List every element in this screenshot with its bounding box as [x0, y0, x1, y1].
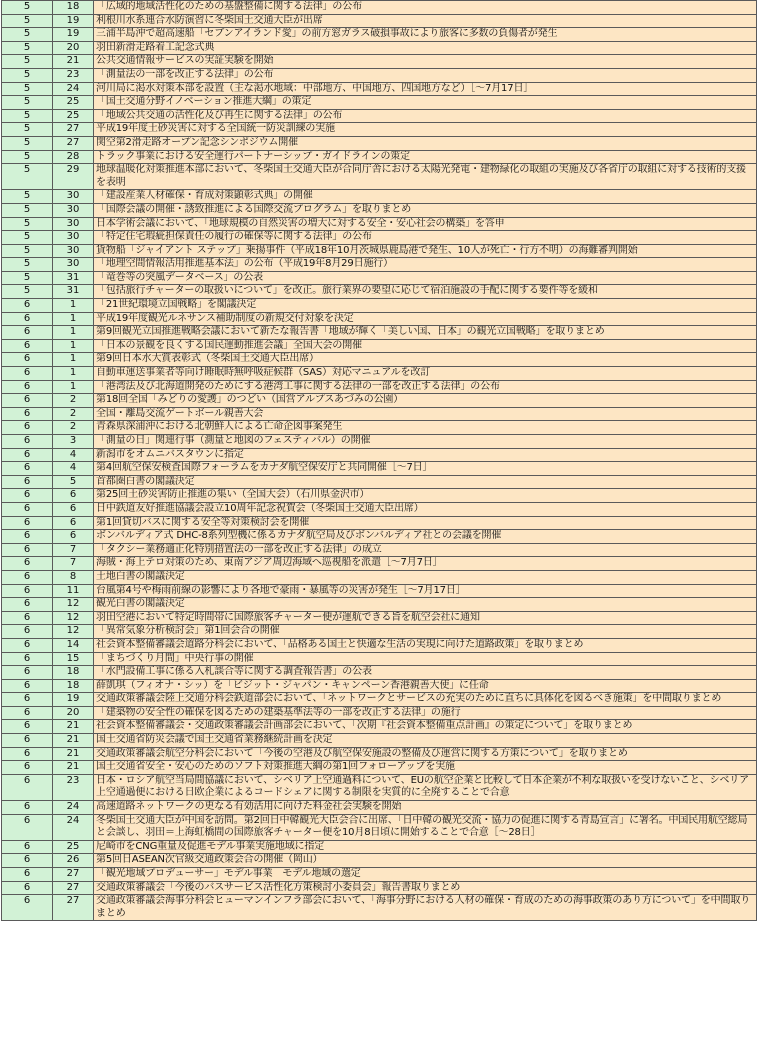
- event-cell: 「測量の日」関連行事（測量と地図のフェスティバル）の開催: [94, 435, 757, 449]
- month-cell: 6: [2, 584, 53, 598]
- table-row: [2, 584, 757, 598]
- table-row: [2, 231, 757, 245]
- day-cell: 1: [53, 380, 94, 394]
- day-cell: 4: [53, 448, 94, 462]
- day-cell: 30: [53, 190, 94, 204]
- event-cell: 交通政策審議会陸上交通分科会鉄道部会において、「ネットワークとサービスの充実のために直ちに具体化を図るべき施策」を中間取りまとめ: [94, 693, 757, 707]
- month-cell: 6: [2, 868, 53, 882]
- month-cell: 6: [2, 353, 53, 367]
- month-cell: 5: [2, 258, 53, 272]
- event-cell: 自動車運送事業者等向け睡眠時無呼吸症候群（SAS）対応マニュアルを改訂: [94, 367, 757, 381]
- event-cell: 「地理空間情報活用推進基本法」の公布（平成19年8月29日施行）: [94, 258, 757, 272]
- event-cell: 社会資本整備審議会・交通政策審議会計画部会において、「次期『社会資本整備重点計画』の策定について」を取りまとめ: [94, 720, 757, 734]
- event-cell: 日本・ロシア航空当局間協議において、シベリア上空通過料について、EUの航空企業と比較して日本企業が不利な取扱いを受けないこと、シベリア上空通過便における日欧企業によるコードシェアに関する制限を実質的に全廃することで合意: [94, 774, 757, 800]
- table-row: [2, 854, 757, 868]
- month-cell: 6: [2, 761, 53, 775]
- month-cell: 6: [2, 598, 53, 612]
- event-cell: 国土交通省防災会議で国土交通省業務継続計画を決定: [94, 734, 757, 748]
- day-cell: 21: [53, 747, 94, 761]
- event-cell: 平成19年度観光ルネサンス補助制度の新規交付対象を決定: [94, 312, 757, 326]
- month-cell: 6: [2, 339, 53, 353]
- table-row: [2, 530, 757, 544]
- month-cell: 5: [2, 231, 53, 245]
- table-row: [2, 271, 757, 285]
- table-row: [2, 598, 757, 612]
- table-row: [2, 326, 757, 340]
- table-row: [2, 367, 757, 381]
- month-cell: 5: [2, 150, 53, 164]
- month-cell: 6: [2, 706, 53, 720]
- day-cell: 21: [53, 55, 94, 69]
- table-row: [2, 435, 757, 449]
- day-cell: 29: [53, 164, 94, 190]
- month-cell: 6: [2, 774, 53, 800]
- table-row: [2, 557, 757, 571]
- table-row: [2, 462, 757, 476]
- event-cell: 「タクシー業務適正化特別措置法の一部を改正する法律」の成立: [94, 543, 757, 557]
- event-cell: 「港湾法及び北海道開発のためにする港湾工事に関する法律の一部を改正する法律」の公布: [94, 380, 757, 394]
- table-row: [2, 638, 757, 652]
- month-cell: 6: [2, 312, 53, 326]
- event-cell: 「地域公共交通の活性化及び再生に関する法律」の公布: [94, 109, 757, 123]
- event-cell: 「建築物の安全性の確保を図るための建築基準法等の一部を改正する法律」の施行: [94, 706, 757, 720]
- month-cell: 6: [2, 475, 53, 489]
- month-cell: 6: [2, 435, 53, 449]
- table-row: [2, 516, 757, 530]
- month-cell: 6: [2, 557, 53, 571]
- table-row: [2, 706, 757, 720]
- event-cell: 国土交通省安全・安心のためのソフト対策推進大綱の第1回フォローアップを実施: [94, 761, 757, 775]
- month-cell: 6: [2, 407, 53, 421]
- month-cell: 5: [2, 164, 53, 190]
- day-cell: 24: [53, 814, 94, 840]
- month-cell: 5: [2, 244, 53, 258]
- day-cell: 2: [53, 394, 94, 408]
- day-cell: 18: [53, 666, 94, 680]
- event-cell: 第18回全国「みどりの愛護」のつどい（国営アルプスあづみの公園）: [94, 394, 757, 408]
- table-row: [2, 693, 757, 707]
- table-row: [2, 150, 757, 164]
- day-cell: 11: [53, 584, 94, 598]
- table-row: [2, 840, 757, 854]
- event-cell: 「竜巻等の突風データベース」の公表: [94, 271, 757, 285]
- day-cell: 24: [53, 82, 94, 96]
- month-cell: 6: [2, 394, 53, 408]
- day-cell: 6: [53, 516, 94, 530]
- table-row: [2, 666, 757, 680]
- day-cell: 19: [53, 693, 94, 707]
- event-cell: 土地白書の閣議決定: [94, 570, 757, 584]
- month-cell: 6: [2, 502, 53, 516]
- month-cell: 6: [2, 693, 53, 707]
- month-cell: 6: [2, 516, 53, 530]
- table-row: [2, 502, 757, 516]
- event-cell: ボンバルディア式 DHC-8系列型機に係るカナダ航空局及びボンバルディア社との会議を開催: [94, 530, 757, 544]
- event-cell: 第9回日本水大賞表彰式（冬柴国土交通大臣出席）: [94, 353, 757, 367]
- event-cell: 薛凱琪（フィオナ・シッ）を「ビジット・ジャパン・キャンペーン香港親善大使」に任命: [94, 679, 757, 693]
- event-cell: 貨物船「ジャイアント ステップ」乗揚事件（平成18年10月茨城県鹿島港で発生、10人が死亡・行方不明）の海難審判開始: [94, 244, 757, 258]
- day-cell: 1: [53, 312, 94, 326]
- day-cell: 8: [53, 570, 94, 584]
- month-cell: 6: [2, 625, 53, 639]
- day-cell: 2: [53, 421, 94, 435]
- day-cell: 26: [53, 854, 94, 868]
- month-cell: 6: [2, 679, 53, 693]
- day-cell: 31: [53, 285, 94, 299]
- event-cell: 公共交通情報サービスの実証実験を開始: [94, 55, 757, 69]
- event-cell: 海賊・海上テロ対策のため、東南アジア周辺海域へ巡視船を派遣［～7月7日］: [94, 557, 757, 571]
- event-cell: 首都圏白書の閣議決定: [94, 475, 757, 489]
- table-row: [2, 475, 757, 489]
- month-cell: 6: [2, 421, 53, 435]
- day-cell: 30: [53, 244, 94, 258]
- event-cell: 河川局に渇水対策本部を設置（主な渇水地域：中部地方、中国地方、四国地方など）［～7月17日］: [94, 82, 757, 96]
- day-cell: 2: [53, 407, 94, 421]
- month-cell: 6: [2, 881, 53, 895]
- table-row: [2, 109, 757, 123]
- month-cell: 6: [2, 543, 53, 557]
- table-row: [2, 1, 757, 15]
- day-cell: 1: [53, 367, 94, 381]
- table-row: [2, 299, 757, 313]
- table-row: [2, 258, 757, 272]
- month-cell: 6: [2, 462, 53, 476]
- day-cell: 15: [53, 652, 94, 666]
- day-cell: 27: [53, 881, 94, 895]
- table-row: [2, 203, 757, 217]
- table-row: [2, 123, 757, 137]
- month-cell: 5: [2, 285, 53, 299]
- event-cell: 「21世紀環境立国戦略」を閣議決定: [94, 299, 757, 313]
- month-cell: 6: [2, 611, 53, 625]
- event-cell: 「観光地域プロデューサー」モデル事業 モデル地域の選定: [94, 868, 757, 882]
- day-cell: 1: [53, 326, 94, 340]
- month-cell: 6: [2, 840, 53, 854]
- month-cell: 6: [2, 814, 53, 840]
- month-cell: 6: [2, 489, 53, 503]
- table-row: [2, 380, 757, 394]
- month-cell: 6: [2, 638, 53, 652]
- day-cell: 25: [53, 109, 94, 123]
- day-cell: 20: [53, 41, 94, 55]
- table-row: [2, 895, 757, 921]
- day-cell: 25: [53, 840, 94, 854]
- day-cell: 30: [53, 258, 94, 272]
- day-cell: 23: [53, 774, 94, 800]
- table-row: [2, 217, 757, 231]
- day-cell: 6: [53, 489, 94, 503]
- table-row: [2, 164, 757, 190]
- event-cell: 第1回貸切バスに関する安全等対策検討会を開催: [94, 516, 757, 530]
- day-cell: 6: [53, 530, 94, 544]
- table-row: [2, 394, 757, 408]
- month-cell: 5: [2, 271, 53, 285]
- day-cell: 18: [53, 1, 94, 15]
- event-cell: 第4回航空保安検査国際フォーラムをカナダ航空保安庁と共同開催［～7日］: [94, 462, 757, 476]
- day-cell: 19: [53, 14, 94, 28]
- day-cell: 27: [53, 868, 94, 882]
- table-row: [2, 353, 757, 367]
- month-cell: 6: [2, 299, 53, 313]
- event-cell: 交通政策審議会「今後のバスサービス活性化方策検討小委員会」報告書取りまとめ: [94, 881, 757, 895]
- event-cell: 「包括旅行チャーターの取扱いについて」を改正。旅行業界の要望に応じて宿泊施設の手配に関する要件等を緩和: [94, 285, 757, 299]
- month-cell: 5: [2, 82, 53, 96]
- day-cell: 21: [53, 734, 94, 748]
- event-cell: 観光白書の閣議決定: [94, 598, 757, 612]
- day-cell: 23: [53, 68, 94, 82]
- event-cell: 「日本の景観を良くする国民運動推進会議」全国大会の開催: [94, 339, 757, 353]
- month-cell: 5: [2, 190, 53, 204]
- month-cell: 5: [2, 1, 53, 15]
- table-row: [2, 55, 757, 69]
- month-cell: 6: [2, 652, 53, 666]
- event-cell: 羽田新滑走路着工記念式典: [94, 41, 757, 55]
- day-cell: 30: [53, 231, 94, 245]
- table-row: [2, 814, 757, 840]
- event-cell: 「測量法の一部を改正する法律」の公布: [94, 68, 757, 82]
- month-cell: 5: [2, 96, 53, 110]
- table-row: [2, 774, 757, 800]
- day-cell: 30: [53, 217, 94, 231]
- day-cell: 27: [53, 895, 94, 921]
- day-cell: 1: [53, 353, 94, 367]
- day-cell: 3: [53, 435, 94, 449]
- day-cell: 24: [53, 801, 94, 815]
- table-row: [2, 14, 757, 28]
- table-row: [2, 543, 757, 557]
- month-cell: 6: [2, 367, 53, 381]
- month-cell: 5: [2, 41, 53, 55]
- table-row: [2, 82, 757, 96]
- table-row: [2, 244, 757, 258]
- event-cell: 「まちづくり月間」中央行事の開催: [94, 652, 757, 666]
- day-cell: 6: [53, 502, 94, 516]
- chronology-body: [2, 1, 757, 921]
- chronology-table: [1, 0, 757, 921]
- event-cell: 利根川水系連合水防演習に冬柴国土交通大臣が出席: [94, 14, 757, 28]
- month-cell: 5: [2, 68, 53, 82]
- day-cell: 7: [53, 557, 94, 571]
- event-cell: 高速道路ネットワークの更なる有効活用に向けた料金社会実験を開始: [94, 801, 757, 815]
- event-cell: 関空第2滑走路オープン記念シンポジウム開催: [94, 136, 757, 150]
- table-row: [2, 407, 757, 421]
- table-row: [2, 285, 757, 299]
- table-row: [2, 747, 757, 761]
- table-row: [2, 28, 757, 42]
- month-cell: 5: [2, 14, 53, 28]
- event-cell: 「特定住宅瑕疵担保責任の履行の確保等に関する法律」の公布: [94, 231, 757, 245]
- event-cell: トラック事業における安全運行パートナーシップ・ガイドラインの策定: [94, 150, 757, 164]
- day-cell: 21: [53, 720, 94, 734]
- day-cell: 28: [53, 150, 94, 164]
- table-row: [2, 720, 757, 734]
- day-cell: 12: [53, 598, 94, 612]
- day-cell: 25: [53, 96, 94, 110]
- event-cell: 平成19年度土砂災害に対する全国統一防災訓練の実施: [94, 123, 757, 137]
- event-cell: 台風第4号や梅雨前線の影響により各地で豪雨・暴風等の災害が発生［～7月17日］: [94, 584, 757, 598]
- day-cell: 12: [53, 611, 94, 625]
- event-cell: 第9回観光立国推進戦略会議において新たな報告書「地域が輝く「美しい国、日本」の観光立国戦略」を取りまとめ: [94, 326, 757, 340]
- table-row: [2, 41, 757, 55]
- table-row: [2, 734, 757, 748]
- day-cell: 1: [53, 339, 94, 353]
- table-row: [2, 448, 757, 462]
- table-row: [2, 312, 757, 326]
- event-cell: 「国土交通分野イノベーション推進大綱」の策定: [94, 96, 757, 110]
- table-row: [2, 489, 757, 503]
- event-cell: 日本学術会議において、「地球規模の自然災害の増大に対する安全・安心社会の構築」を答申: [94, 217, 757, 231]
- table-row: [2, 570, 757, 584]
- table-row: [2, 611, 757, 625]
- day-cell: 12: [53, 625, 94, 639]
- month-cell: 6: [2, 570, 53, 584]
- event-cell: 第5回日ASEAN次官級交通政策会合の開催（岡山）: [94, 854, 757, 868]
- month-cell: 6: [2, 720, 53, 734]
- day-cell: 7: [53, 543, 94, 557]
- table-row: [2, 96, 757, 110]
- event-cell: 冬柴国土交通大臣が中国を訪問。第2回日中韓観光大臣会合に出席、「日中韓の観光交流・協力の促進に関する青島宣言」に署名。中国民用航空総局と会談し、羽田＝上海虹橋間の国際旅客チャーター便を10月8日頃に開始することで合意［～28日］: [94, 814, 757, 840]
- day-cell: 27: [53, 123, 94, 137]
- month-cell: 6: [2, 895, 53, 921]
- month-cell: 5: [2, 203, 53, 217]
- event-cell: 羽田空港において特定時間帯に国際旅客チャーター便が運航できる旨を航空会社に通知: [94, 611, 757, 625]
- event-cell: 三浦半島沖で超高速船「セブンアイランド愛」の前方窓ガラス破損事故により旅客に多数の負傷者が発生: [94, 28, 757, 42]
- day-cell: 4: [53, 462, 94, 476]
- month-cell: 5: [2, 28, 53, 42]
- month-cell: 5: [2, 55, 53, 69]
- month-cell: 6: [2, 747, 53, 761]
- table-row: [2, 190, 757, 204]
- table-row: [2, 801, 757, 815]
- day-cell: 19: [53, 28, 94, 42]
- event-cell: 「異常気象分析検討会」第1回会合の開催: [94, 625, 757, 639]
- event-cell: 「建設産業人材確保・育成対策顕彰式典」の開催: [94, 190, 757, 204]
- event-cell: 尼崎市をCNG重量及促進モデル事業実施地域に指定: [94, 840, 757, 854]
- day-cell: 14: [53, 638, 94, 652]
- event-cell: 社会資本整備審議会道路分科会において、「品格ある国土と快適な生活の実現に向けた道路政策」を取りまとめ: [94, 638, 757, 652]
- month-cell: 6: [2, 734, 53, 748]
- day-cell: 30: [53, 203, 94, 217]
- month-cell: 5: [2, 136, 53, 150]
- month-cell: 5: [2, 123, 53, 137]
- table-row: [2, 68, 757, 82]
- day-cell: 20: [53, 706, 94, 720]
- event-cell: 地球温暖化対策推進本部において、冬柴国土交通大臣が合同庁舎における太陽光発電・建物緑化の取組の実施及び各省庁の取組に対する技術的支援を表明: [94, 164, 757, 190]
- event-cell: 「水門設備工事に係る入札談合等に関する調査報告書」の公表: [94, 666, 757, 680]
- table-row: [2, 421, 757, 435]
- event-cell: 新潟市をオムニバスタウンに指定: [94, 448, 757, 462]
- table-row: [2, 761, 757, 775]
- table-row: [2, 679, 757, 693]
- table-row: [2, 339, 757, 353]
- event-cell: 全国・離島交流ゲートボール親善大会: [94, 407, 757, 421]
- table-row: [2, 652, 757, 666]
- month-cell: 6: [2, 666, 53, 680]
- day-cell: 1: [53, 299, 94, 313]
- table-row: [2, 625, 757, 639]
- table-row: [2, 881, 757, 895]
- month-cell: 6: [2, 448, 53, 462]
- month-cell: 6: [2, 326, 53, 340]
- day-cell: 27: [53, 136, 94, 150]
- month-cell: 6: [2, 380, 53, 394]
- month-cell: 6: [2, 801, 53, 815]
- day-cell: 18: [53, 679, 94, 693]
- month-cell: 6: [2, 530, 53, 544]
- event-cell: 交通政策審議会航空分科会において「今後の空港及び航空保安施設の整備及び運営に関する方策について」を取りまとめ: [94, 747, 757, 761]
- event-cell: 第25回土砂災害防止推進の集い（全国大会）（石川県金沢市）: [94, 489, 757, 503]
- month-cell: 5: [2, 217, 53, 231]
- event-cell: 「国際会議の開催・誘致推進による国際交流プログラム」を取りまとめ: [94, 203, 757, 217]
- event-cell: 日中鉄道友好推進協議会設立10周年記念祝賀会（冬柴国土交通大臣出席）: [94, 502, 757, 516]
- event-cell: 青森県深浦沖における北朝鮮人による亡命企図事案発生: [94, 421, 757, 435]
- day-cell: 5: [53, 475, 94, 489]
- day-cell: 21: [53, 761, 94, 775]
- event-cell: 交通政策審議会海事分科会ヒューマンインフラ部会において、「海事分野における人材の確保・育成のための海事政策のあり方について」を中間取りまとめ: [94, 895, 757, 921]
- day-cell: 31: [53, 271, 94, 285]
- event-cell: 「広域的地域活性化のための基盤整備に関する法律」の公布: [94, 1, 757, 15]
- month-cell: 6: [2, 854, 53, 868]
- table-row: [2, 868, 757, 882]
- table-row: [2, 136, 757, 150]
- month-cell: 5: [2, 109, 53, 123]
